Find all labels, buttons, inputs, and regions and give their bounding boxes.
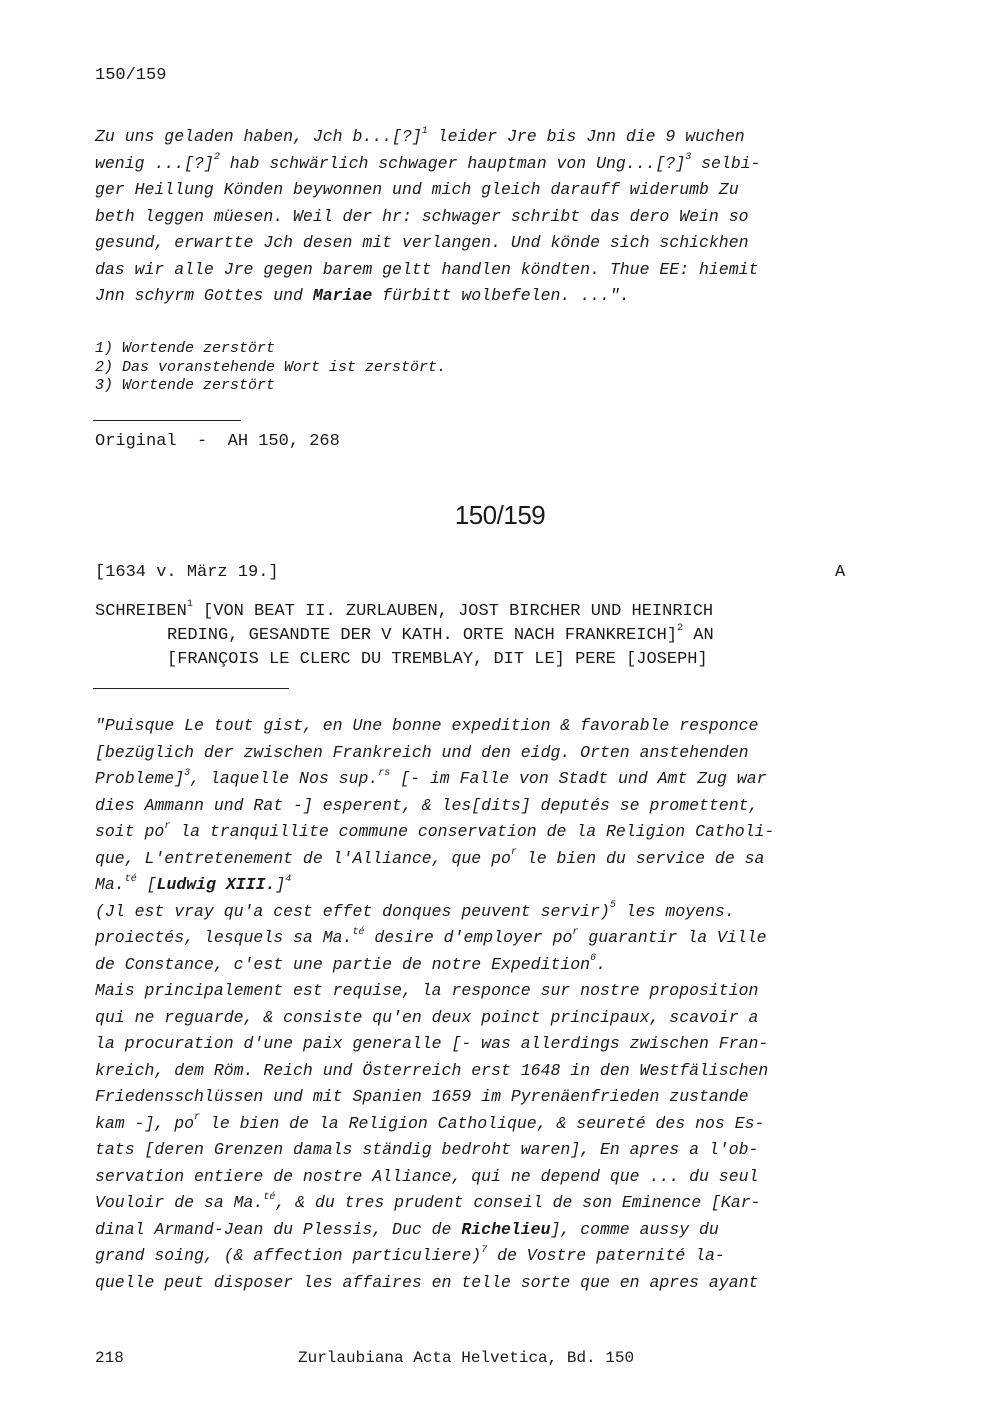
text-line: de Constance, c'est une partie de notre Expedition$^6$.	[95, 953, 607, 974]
text-line: "Puisque Le tout gist, en Une bonne expedition & favorable responce	[95, 716, 759, 735]
superscript: r	[194, 1112, 201, 1123]
superscript: 7	[481, 1244, 488, 1256]
page-reference: 150/159	[95, 66, 167, 85]
superscript: r	[572, 926, 579, 938]
bold-name: Ludwig XIII.	[156, 875, 276, 894]
document-date: [1634 v. März 19.]	[95, 563, 279, 582]
superscript: té	[263, 1191, 276, 1203]
text-line: wenig ...[?]$^2$ hab schwärlich schwager hauptman von Ung...[?]$^3$ selbi-	[95, 152, 761, 173]
letter-body	[95, 713, 865, 1296]
text-line: SCHREIBEN$^1$ [VON BEAT II. ZURLAUBEN, JOST BIRCHER UND HEINRICH	[95, 599, 714, 621]
text-line: gesund, erwartte Jch desen mit verlangen. Und könde sich schickhen	[95, 233, 749, 252]
heading-rule	[93, 688, 289, 689]
text-line: soit $po^r$ la tranquillite commune conservation de la Religion Catholi-	[95, 820, 775, 841]
footnotes	[95, 340, 446, 396]
text-line: dinal Armand-Jean du Plessis, Duc de Richelieu], comme aussy du	[95, 1219, 719, 1239]
text-line: [bezüglich der zwischen Frankreich und den eidg. Orten anstehenden	[95, 742, 749, 762]
superscript: rs	[378, 767, 391, 779]
text-line: que, L'entretenement de l'Alliance, que $po^r$ le bien du service de sa	[95, 847, 765, 868]
page-number: 218	[95, 1349, 124, 1367]
text-line: grand soing, (& affection particuliere)$^7$ de Vostre paternité la-	[95, 1244, 725, 1265]
superscript: r	[510, 847, 517, 858]
publication-title: Zurlaubiana Acta Helvetica, Bd. 150	[298, 1349, 635, 1367]
superscript: 1	[186, 599, 193, 611]
superscript: té	[124, 873, 137, 885]
text-line: quelle peut disposer les affaires en telle sorte que en apres ayant	[95, 1272, 759, 1292]
bold-name: Richelieu	[461, 1219, 551, 1239]
text-line: proiectés, lesquels sa Ma.$^{té}$ desire d'employer $po^r$ guarantir la Ville	[95, 926, 767, 947]
text-line: das wir alle Jre gegen barem geltt handlen köndten. Thue EE: hiemit	[95, 259, 759, 279]
text-line: Friedensschlüssen und mit Spanien 1659 im Pyrenäenfrieden zustande	[95, 1087, 749, 1106]
text-line: Jnn schyrm Gottes und Mariae fürbitt wolbefelen. ...".	[95, 286, 630, 305]
text-line: dies Ammann und Rat -] esperent, & les[dits] deputés se promettent,	[95, 795, 759, 815]
superscript: té	[352, 926, 365, 938]
text-line: Probleme]$^3$, laquelle Nos sup.$^{rs}$ [- im Falle von Stadt und Amt Zug war	[95, 767, 767, 788]
text-line: [FRANÇOIS LE CLERC DU TREMBLAY, DIT LE] PERE [JOSEPH]	[167, 650, 708, 669]
text-line: kam -], $po^r$ le bien de la Religion Catholique, & seureté des nos Es-	[95, 1112, 765, 1133]
text-line: REDING, GESANDTE DER V KATH. ORTE NACH FRANKREICH]$^2$ AN	[167, 623, 714, 645]
footnote-item: 1) Wortende zerstört	[95, 340, 276, 357]
text-line: Ma.$^{té}$ [Ludwig XIII.]$^4$	[95, 873, 292, 894]
superscript: 6	[590, 953, 597, 964]
text-line: Zu uns geladen haben, Jch b...[?]$^1$ leider Jre bis Jnn die 9 wuchen	[95, 125, 745, 146]
footnote-item: 2) Das voranstehende Wort ist zerstört.	[95, 358, 447, 376]
superscript: r	[164, 820, 171, 832]
footnote-rule	[93, 420, 241, 421]
text-line: Mais principalement est requise, la responce sur nostre proposition	[95, 981, 759, 1000]
text-line: tats [deren Grenzen damals ständig bedroht waren], En apres a l'ob-	[95, 1140, 759, 1159]
text-line: la procuration d'une paix generalle [- was allerdings zwischen Fran-	[95, 1034, 769, 1053]
text-line: kreich, dem Röm. Reich und Österreich erst 1648 in den Westfälischen	[95, 1060, 769, 1080]
text-line: servation entiere de nostre Alliance, qui ne depend que ... du seul	[95, 1166, 759, 1186]
text-line: beth leggen müesen. Weil der hr: schwager schribt das dero Wein so	[95, 206, 749, 226]
document-code: A	[835, 563, 846, 582]
document-heading	[95, 600, 895, 672]
original-source: Original - AH 150, 268	[95, 432, 340, 451]
text-line: (Jl est vray qu'a cest effet donques peuvent servir)$^5$ les moyens.	[95, 900, 735, 921]
superscript: 4	[285, 873, 292, 885]
text-line: qui ne reguarde, & consiste qu'en deux poinct principaux, scavoir a	[95, 1007, 759, 1027]
superscript: 5	[609, 900, 616, 911]
superscript: 2	[213, 152, 220, 163]
superscript: 2	[677, 623, 684, 635]
top-letter-text	[95, 124, 865, 310]
superscript: 3	[184, 767, 191, 779]
superscript: 3	[685, 152, 692, 163]
bold-name: Mariae	[312, 286, 373, 305]
document-number: 150/159	[454, 500, 546, 530]
superscript: 1	[421, 125, 428, 137]
text-line: ger Heillung Könden beywonnen und mich gleich darauff widerumb Zu	[95, 180, 739, 199]
text-line: Vouloir de sa Ma.$^{té}$, & du tres prudent conseil de son Eminence [Kar-	[95, 1191, 761, 1212]
footnote-item: 3) Wortende zerstört	[95, 377, 276, 394]
